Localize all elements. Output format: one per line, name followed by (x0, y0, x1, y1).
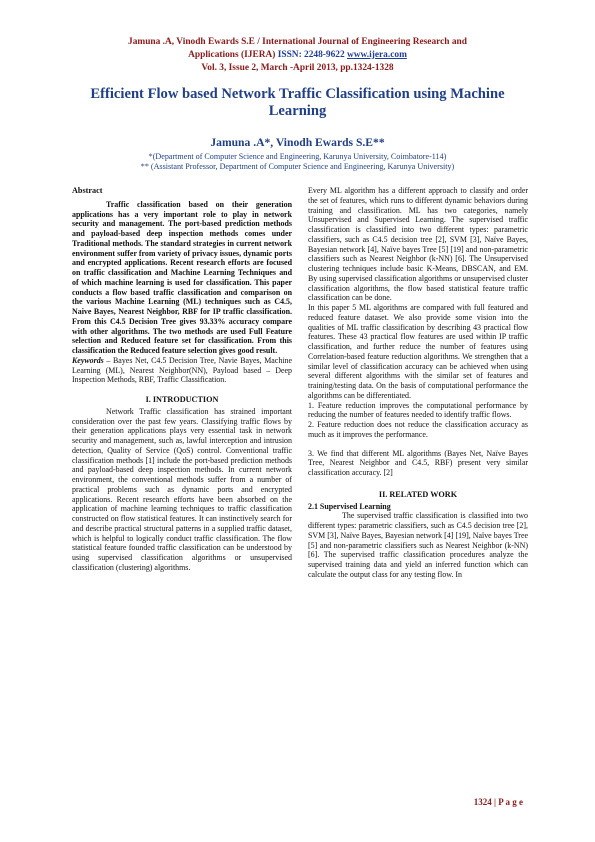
list-item-2: 2. Feature reduction does not reduce the classification accuracy as much as it improves the performance. (308, 420, 528, 439)
right-paragraph-2: In this paper 5 ML algorithms are compared with full featured and reduced feature dataset. We also provide some vision into the qualities of ML traffic classification by describing 43 practical flow features. These 43 practical flow features are used within IP traffic classification, and further reduce the number of features using Correlation-based feature reduction algorithms. We strengthen that a similar level of classification accuracy can be achieved when using several different algorithms with the similar set of features and training/testing data. On the basis of computational performance the algorithms can be differentiated. (308, 303, 528, 400)
keywords-text: – Bayes Net, C4.5 Decision Tree, Navie Bayes, Machine Learning (ML), Nearest Neighbor(NN), Payload based – Deep Inspection Methods, RBF, Traffic Classification. (72, 355, 292, 385)
right-column (308, 186, 528, 580)
paper-title: Efficient Flow based Network Traffic Classification using Machine Learning (90, 86, 505, 119)
section-1-body: Network Traffic classification has strained important consideration over the past few years. Classifying traffic flows by their generation applications plays very essential task in network security and management, such as, lawful interception and intrusion detection, Quality of Service (QoS) control. Conventional traffic classification methods [1] include the port-based prediction methods and payload-based deep inspection methods. In current network environment, the conventional methods suffer from a number of practical problems such as dynamic ports and encrypted applications. Recent research efforts have been absorbed on the application of machine learning techniques to traffic classification constructed on flow statistical features. It can instinctively search for and describe practical structural patterns in a supplied traffic dataset, which is helpful to logically conduct traffic classification. The flow statistical feature founded traffic classification can be understood by using supervised classification algorithms or unsupervised classification (clustering) algorithms. (72, 406, 292, 572)
section-1-heading: I. INTRODUCTION (145, 395, 219, 404)
keywords-label: Keywords (72, 355, 104, 365)
header-line-2 (40, 49, 555, 62)
list-item-1: 1. Feature reduction improves the computational performance by reducing the number of features needed to identify traffic flows. (308, 400, 528, 420)
paper-authors: Jamuna .A*, Vinodh Ewards S.E** (210, 136, 385, 149)
list-item-3: 3. We find that different ML algorithms (Bayes Net, Naïve Bayes Tree, Nearest Neighbor and C4.5, RBF) present very similar classification accuracy. [2] (308, 448, 528, 477)
page-footer: 1324 | P a g e (473, 797, 523, 807)
journal-header (40, 36, 555, 75)
header-line-3: Vol. 3, Issue 2, March -April 2013, pp.1324-1328 (201, 63, 394, 73)
keywords-paragraph (72, 356, 292, 385)
abstract-heading: Abstract (72, 186, 103, 195)
abstract-body: Traffic classification based on their generation applications has a very important role to play in network security and management. The port-based prediction methods and payload-based deep inspection methods comes under Traditional methods. The standard strategies in current network environment suffer from variety of privacy issues, dynamic ports and encrypted applications. Recent research efforts are focused on traffic classification and Machine Learning Techniques and of which machine learning is used for classification. This paper conducts a flow based traffic classification and comparison on the various Machine Learning (ML) techniques such as C4.5, Naive Bayes, Nearest Neighbor, RBF for IP traffic classification. From this C4.5 Decision Tree gives 93.33% accuracy compare with other algorithms. The two methods are used Full Feature selection and Reduced feature set for classification. From this classification the Reduced feature selection gives good result. (72, 199, 292, 355)
page-label: P a g e (498, 797, 523, 807)
right-paragraph-1: Every ML algorithm has a different approach to classify and order the set of features, which runs to different dynamic behaviors during training and classification. ML has two categories, namely Unsupervised and Supervised Learning. The supervised traffic classification is classified into two different types: parametric classifiers, such as C4.5 decision tree [2], SVM [3], Naïve Bayes, Bayesian network [4], Naïve bayes Tree [5] [19] and non-parametric classifiers such as Nearest Neighbor (k-NN) [6]. The Unsupervised clustering techniques include basic K-Means, DBSCAN, and EM. By using supervised classification algorithms or unsupervised cluster classification algorithms, the flow based statistical feature traffic classification can be done. (308, 186, 528, 303)
header-journal-name: Applications (IJERA) (188, 50, 276, 60)
affiliation-1: *(Department of Computer Science and Engineering, Karunya University, Coimbatore-114) (148, 152, 447, 161)
page-number: 1324 (473, 797, 492, 807)
section-2-body: The supervised traffic classification is classified into two different types: parametric classifiers, such as C4.5 decision tree [2], SVM [3], Naïve Bayes, Bayesian network [4] [19], Naïve bayes Tree [5] and non-parametric classifiers such as Nearest Neighbor (k-NN) [6]. The supervised traffic classification procedures analyze the supervised training data and yield an inferred function which can calculate the output class for any testing flow. In (308, 511, 528, 579)
header-line-1: Jamuna .A, Vinodh Ewards S.E / International Journal of Engineering Research and (128, 37, 467, 47)
section-2-heading: II. RELATED WORK (378, 489, 458, 499)
affiliation-2: ** (Assistant Professor, Department of Computer Science and Engineering, Karunya University) (140, 162, 455, 171)
header-issn: ISSN: 2248-9622 (277, 50, 345, 60)
header-url-link[interactable]: www.ijera.com (347, 50, 407, 60)
subsection-2-1-heading: 2.1 Supervised Learning (308, 501, 391, 511)
left-column (72, 186, 292, 573)
